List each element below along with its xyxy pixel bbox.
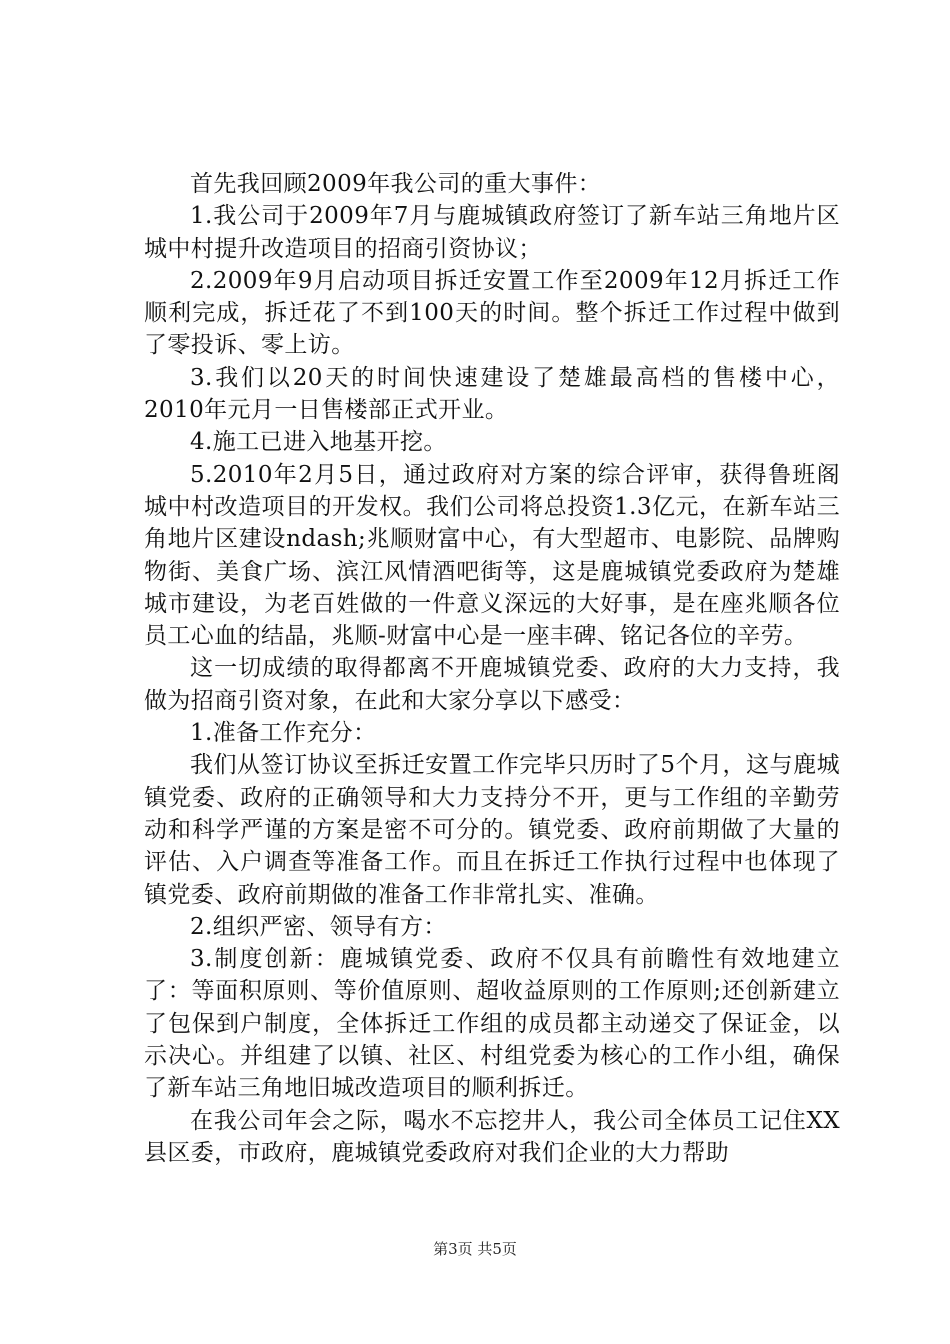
page-footer: 第3页 共5页: [433, 1240, 517, 1258]
paragraph-event-2: 2.2009年9月启动项目拆迁安置工作至2009年12月拆迁工作顺利完成，拆迁花了不到100天的时间。整个拆迁工作过程中做到了零投诉、零上访。: [144, 267, 840, 359]
document-body: [144, 168, 840, 1169]
paragraph-event-1: 1.我公司于2009年7月与鹿城镇政府签订了新车站三角地片区城中村提升改造项目的招商引资协议；: [144, 203, 840, 262]
paragraph-point-3: 3.制度创新：鹿城镇党委、政府不仅具有前瞻性有效地建立了：等面积原则、等价值原则、超收益原则的工作原则;还创新建立了包保到户制度，全体拆迁工作组的成员都主动递交了保证金，以示决心。并组建了以镇、社区、村组党委为核心的工作小组，确保了新车站三角地旧城改造项目的顺利拆迁。: [144, 946, 840, 1102]
paragraph-point-1-body: 我们从签订协议至拆迁安置工作完毕只历时了5个月，这与鹿城镇党委、政府的正确领导和大力支持分不开，更与工作组的辛勤劳动和科学严谨的方案是密不可分的。镇党委、政府前期做了大量的评估、入户调查等准备工作。而且在拆迁工作执行过程中也体现了镇党委、政府前期做的准备工作非常扎实、准确。: [144, 752, 840, 908]
paragraph-event-3: 3.我们以20天的时间快速建设了楚雄最高档的售楼中心，2010年元月一日售楼部正式开业。: [144, 364, 840, 424]
paragraph-point-1-heading: 1.准备工作充分：: [190, 720, 377, 747]
paragraph-closing: 在我公司年会之际，喝水不忘挖井人，我公司全体员工记住XX县区委，市政府，鹿城镇党委政府对我们企业的大力帮助: [144, 1107, 840, 1166]
paragraph-point-2-heading: 2.组织严密、领导有方：: [190, 913, 447, 940]
paragraph-intro: 首先我回顾2009年我公司的重大事件：: [190, 171, 602, 197]
paragraph-event-4: 4.施工已进入地基开挖。: [190, 429, 447, 456]
paragraph-support: 这一切成绩的取得都离不开鹿城镇党委、政府的大力支持，我做为招商引资对象，在此和大家分享以下感受：: [144, 655, 840, 714]
paragraph-event-5: 5.2010年2月5日，通过政府对方案的综合评审，获得鲁班阁城中村改造项目的开发权。我们公司将总投资1.3亿元，在新车站三角地片区建设ndash;兆顺财富中心，有大型超市、电影院、品牌购物街、美食广场、滨江风情酒吧街等，这是鹿城镇党委政府为楚雄城市建设，为老百姓做的一件意义深远的大好事，是在座兆顺各位员工心血的结晶，兆顺-财富中心是一座丰碑、铭记各位的辛劳。: [144, 461, 840, 650]
